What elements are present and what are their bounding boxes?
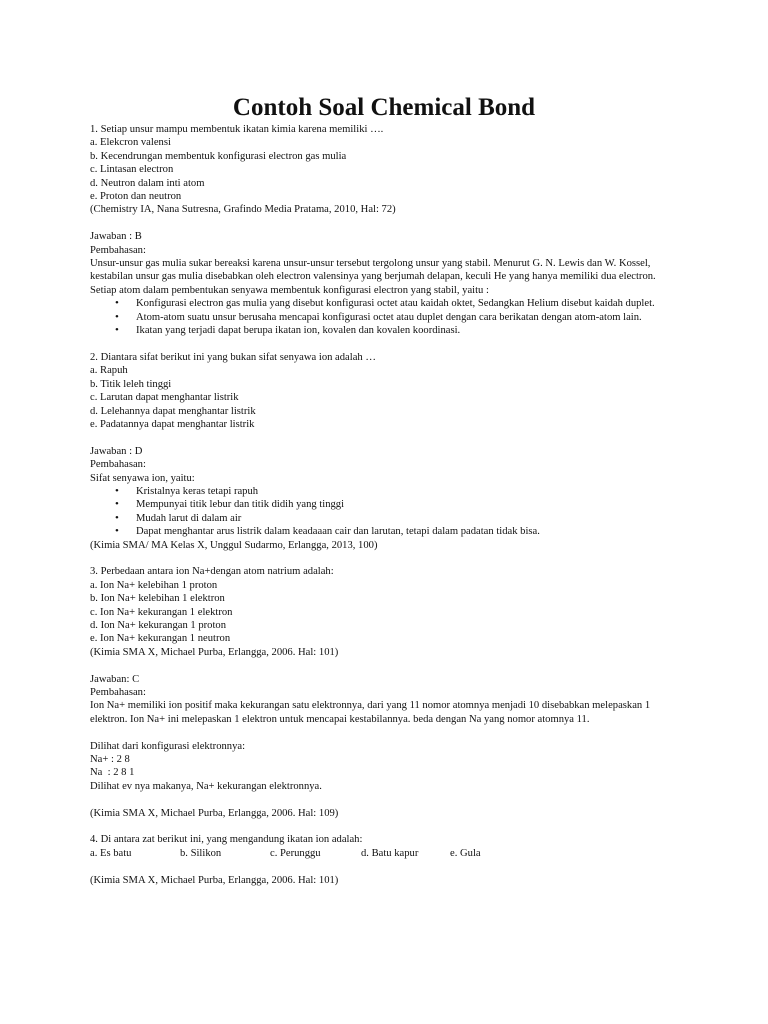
option-line: a. Elekcron valensi [90, 137, 171, 149]
answer-line: Jawaban: C [90, 673, 140, 685]
question-3: 3. Perbedaan antara ion Na+dengan atom natrium adalah: [90, 566, 334, 578]
page-title: Contoh Soal Chemical Bond [232, 94, 536, 121]
option-line: c. Lintasan electron [90, 164, 174, 176]
bullet-item: • Konfigurasi electron gas mulia yang disebut konfigurasi octet atau kaidah oktet, Sedangkan Helium disebut kaidah duplet. [90, 297, 680, 310]
option-line: d. Ion Na+ kekurangan 1 proton [90, 619, 227, 631]
bullet-list [90, 297, 680, 337]
option-line: e. Proton dan neutron [90, 191, 182, 203]
bullet-item: • Kristalnya keras tetapi rapuh [90, 485, 680, 498]
source-citation: (Kimia SMA/ MA Kelas X, Unggul Sudarmo, Erlangga, 2013, 100) [90, 539, 378, 551]
option-line: a. Ion Na+ kelebihan 1 proton [90, 579, 218, 591]
option-line: e. Padatannya dapat menghantar listrik [90, 418, 255, 430]
option-item: e. Gula [450, 847, 481, 859]
question-4: 4. Di antara zat berikut ini, yang mengandung ikatan ion adalah: [90, 834, 363, 846]
bullet-item: • Dapat menghantar arus listrik dalam keadaaan cair dan larutan, tetapi dalam padatan tidak bisa. [90, 525, 680, 538]
bullet-list [90, 485, 680, 539]
option-item: a. Es batu [90, 847, 132, 859]
conclusion-text: Dilihat ev nya makanya, Na+ kekurangan elektronnya. [90, 780, 322, 792]
option-line: e. Ion Na+ kekurangan 1 neutron [90, 633, 231, 645]
option-line: a. Rapuh [90, 365, 128, 377]
discussion-label: Pembahasan: [90, 244, 146, 256]
discussion-label: Pembahasan: [90, 686, 146, 698]
discussion-label: Pembahasan: [90, 459, 146, 471]
option-line: d. Neutron dalam inti atom [90, 177, 205, 189]
option-line: c. Ion Na+ kekurangan 1 elektron [90, 606, 233, 618]
inline-options [90, 847, 680, 860]
answer-line: Jawaban : B [90, 231, 142, 243]
source-citation: (Kimia SMA X, Michael Purba, Erlangga, 2006. Hal: 109) [90, 807, 339, 819]
discussion-intro: Sifat senyawa ion, yaitu: [90, 472, 195, 484]
answer-line: Jawaban : D [90, 445, 143, 457]
question-2: 2. Diantara sifat berikut ini yang bukan sifat senyawa ion adalah … [90, 351, 376, 363]
discussion-text: Ion Na+ memiliki ion positif maka kekurangan satu elektronnya, dari yang 11 nomor atomnya menjadi 10 disebabkan melepaskan 1 elektron. Ion Na+ ini melepaskan 1 elektron untuk mencapai kestabilannya. beda dengan Na yang nomor atomnya 11. [90, 700, 651, 725]
document-body [90, 123, 680, 887]
option-line: b. Ion Na+ kelebihan 1 elektron [90, 593, 225, 605]
config-label: Dilihat dari konfigurasi elektronnya: [90, 740, 246, 752]
source-citation: (Kimia SMA X, Michael Purba, Erlangga, 2006. Hal: 101) [90, 646, 339, 658]
option-line: c. Larutan dapat menghantar listrik [90, 392, 239, 404]
option-line: d. Lelehannya dapat menghantar listrik [90, 405, 256, 417]
bullet-item: • Mempunyai titik lebur dan titik didih yang tinggi [90, 498, 680, 511]
option-item: b. Silikon [180, 847, 222, 859]
source-citation: (Chemistry IA, Nana Sutresna, Grafindo Media Pratama, 2010, Hal: 72) [90, 204, 396, 216]
option-line: b. Kecendrungan membentuk konfigurasi electron gas mulia [90, 150, 347, 162]
config-line: Na+ : 2 8 [90, 754, 130, 765]
discussion-text: Unsur-unsur gas mulia sukar bereaksi karena unsur-unsur tersebut tergolong unsur yang stabil. Menurut G. N. Lewis dan W. Kossel, kestabilan unsur gas mulia disebabkan oleh electron valensinya yang berjumah delapan, keculi He yang hanya memiliki dua electron. [90, 258, 656, 283]
option-line: b. Titik leleh tinggi [90, 378, 172, 390]
bullet-item: • Atom-atom suatu unsur berusaha mencapai konfigurasi octet atau duplet dengan cara berikatan dengan atom-atom lain. [90, 311, 680, 324]
bullet-item: • Ikatan yang terjadi dapat berupa ikatan ion, kovalen dan kovalen koordinasi. [90, 324, 680, 337]
question-1: 1. Setiap unsur mampu membentuk ikatan kimia karena memiliki …. [90, 124, 384, 135]
config-line: Na : 2 8 1 [90, 767, 135, 779]
bullet-item: • Mudah larut di dalam air [90, 512, 680, 525]
source-citation: (Kimia SMA X, Michael Purba, Erlangga, 2006. Hal: 101) [90, 874, 339, 886]
discussion-intro: Setiap atom dalam pembentukan senyawa membentuk konfigurasi electron yang stabil, yaitu : [90, 284, 489, 296]
option-item: c. Perunggu [270, 847, 321, 859]
option-item: d. Batu kapur [361, 847, 419, 859]
